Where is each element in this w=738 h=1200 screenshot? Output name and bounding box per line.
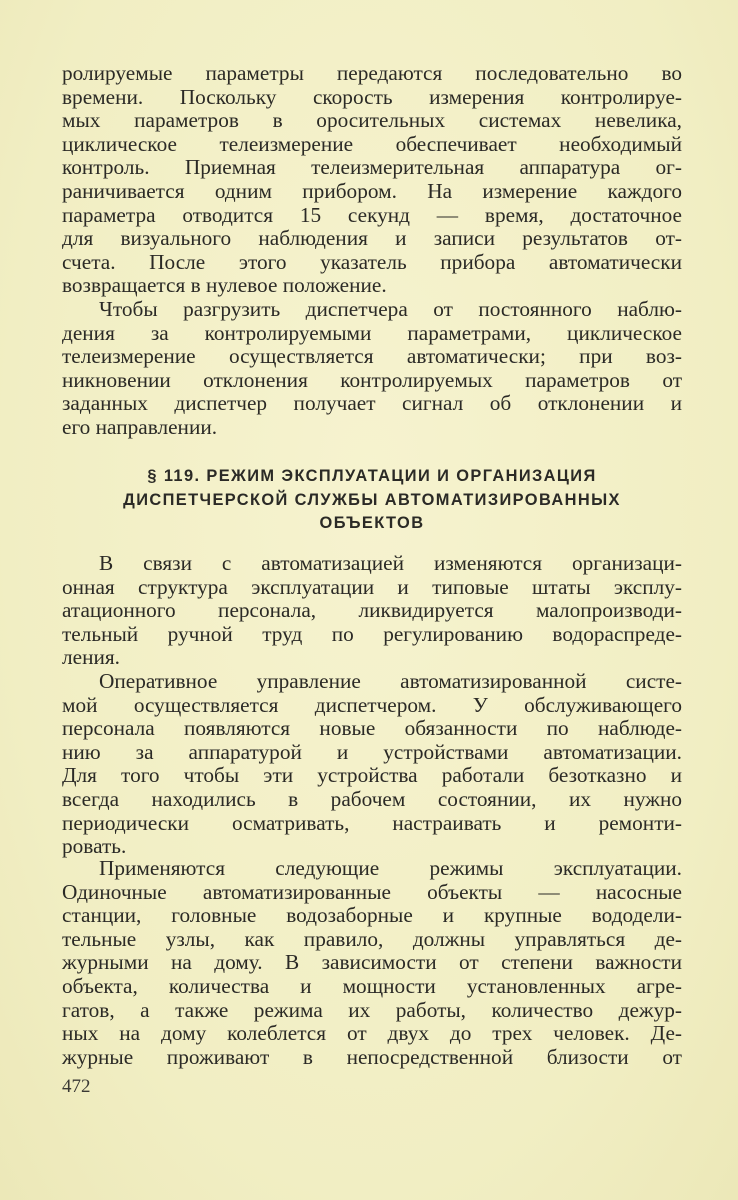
text-line: всегда находились в рабочем состоянии, их нужно [62, 786, 682, 811]
text-line: тельный ручной труд по регулированию водораспреде- [62, 621, 682, 646]
text-line: Оперативное управление автоматизированной систе- [99, 669, 682, 693]
paragraph-continuation [62, 62, 682, 298]
text-line: ных на дому колеблется от двух до трех человек. Де- [62, 1021, 682, 1046]
text-line: ления. [62, 645, 120, 670]
heading-line: § 119. РЕЖИМ ЭКСПЛУАТАЦИИ И ОРГАНИЗАЦИЯ [147, 467, 597, 485]
text-line: атационного персонала, ликвидируется малопроизводи- [62, 598, 682, 623]
text-line: журными на дому. В зависимости от степени важности [62, 950, 682, 975]
text-line: мых параметров в оросительных системах невелика, [62, 108, 682, 133]
paragraph-operative-control [62, 670, 682, 859]
text-line: раничивается одним прибором. На измерение каждого [62, 178, 682, 203]
text-line: счета. После этого указатель прибора автоматически [62, 249, 682, 274]
section-heading [62, 465, 682, 536]
text-line: онная структура эксплуатации и типовые штаты эксплу- [62, 574, 682, 599]
text-line: заданных диспетчер получает сигнал об отклонении и [62, 391, 682, 416]
text-line: дения за контролируемыми параметрами, циклическое [62, 320, 682, 345]
text-line: Применяются следующие режимы эксплуатации. [99, 856, 682, 880]
heading-line: ДИСПЕТЧЕРСКОЙ СЛУЖБЫ АВТОМАТИЗИРОВАННЫХ [123, 490, 621, 509]
text-line: нию за аппаратурой и устройствами автоматизации. [62, 739, 682, 764]
text-line: для визуального наблюдения и записи результатов от- [62, 226, 682, 251]
text-line: Одиночные автоматизированные объекты — насосные [62, 879, 682, 904]
text-line: станции, головные водозаборные и крупные вододели- [62, 903, 682, 928]
paragraph-operation-modes [62, 857, 682, 1069]
page-number: 472 [62, 1076, 91, 1097]
text-line: его направлении. [62, 414, 218, 439]
text-line: мой осуществляется диспетчером. У обслуживающего [62, 692, 682, 717]
text-line: объекта, количества и мощности установленных агре- [62, 973, 682, 998]
paragraph-dispatcher-unloading [62, 298, 682, 440]
text-line: контроль. Приемная телеизмерительная аппаратура ог- [62, 155, 682, 180]
text-line: периодически осматривать, настраивать и ремонти- [62, 810, 682, 835]
text-line: Для того чтобы эти устройства работали безотказно и [62, 763, 682, 788]
text-line: циклическое телеизмерение обеспечивает необходимый [62, 131, 682, 156]
text-line: тельные узлы, как правило, должны управляться де- [62, 926, 682, 951]
text-line: гатов, а также режима их работы, количество дежур- [62, 997, 682, 1022]
paragraph-automation-structure [62, 552, 682, 670]
text-line: журные проживают в непосредственной близости от [62, 1044, 682, 1069]
text-line: никновении отклонения контролируемых параметров от [62, 367, 682, 392]
text-line: параметра отводится 15 секунд — время, достаточное [62, 202, 682, 227]
text-line: ролируемые параметры передаются последовательно во [62, 61, 682, 85]
text-line: персонала появляются новые обязанности по наблюде- [62, 716, 682, 741]
text-line: возвращается в нулевое положение. [62, 273, 387, 298]
text-line: телеизмерение осуществляется автоматически; при воз- [62, 344, 682, 369]
text-line: В связи с автоматизацией изменяются организаци- [99, 551, 682, 575]
heading-line: ОБЪЕКТОВ [319, 514, 425, 532]
text-line: Чтобы разгрузить диспетчера от постоянного наблю- [99, 297, 682, 321]
text-line: времени. Поскольку скорость измерения контролируе- [62, 84, 682, 109]
text-line: ровать. [62, 834, 127, 859]
